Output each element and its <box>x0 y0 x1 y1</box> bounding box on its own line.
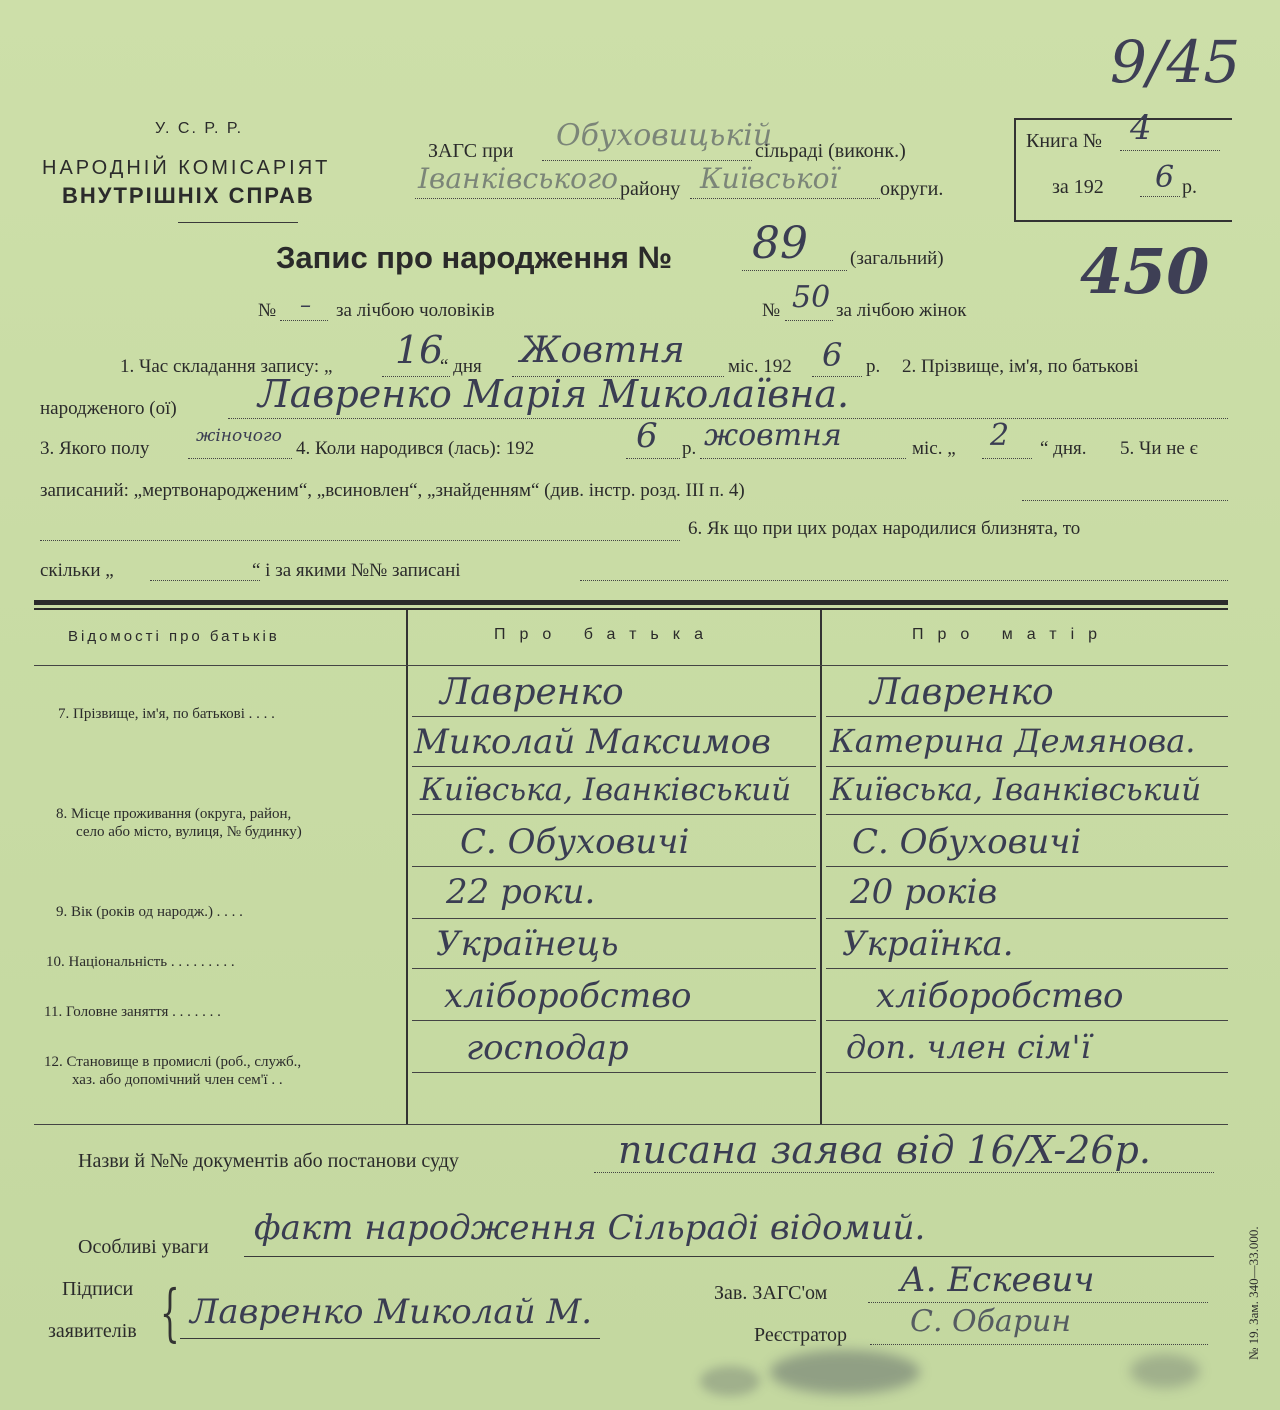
f4-label: 4. Коли народився (лась): 192 <box>296 438 535 459</box>
f4-year: 6 <box>636 416 658 456</box>
registrar-label: Реєстратор <box>754 1324 848 1346</box>
mother-age: 20 років <box>850 872 998 912</box>
document-title: Запис про народження № <box>276 240 673 275</box>
table-divider-2 <box>820 610 822 1124</box>
col3-header: Про матір <box>912 626 1112 643</box>
row-rule <box>826 968 1228 969</box>
registrar-signature: С. Обарин <box>910 1304 1072 1339</box>
book-label: Книга № <box>1026 130 1102 152</box>
archive-number: 9/45 <box>1110 28 1241 96</box>
mother-surname: Лавренко <box>870 672 1054 713</box>
f5-label: 5. Чи не є <box>1120 438 1198 459</box>
f4-day: 2 <box>990 418 1010 453</box>
father-place1: Київська, Іванківський <box>420 772 792 808</box>
archive-mark: 450 <box>1080 235 1210 308</box>
f4-month: жовтня <box>704 418 842 453</box>
mother-place1: Київська, Іванківський <box>830 772 1202 808</box>
male-line <box>280 320 328 321</box>
zags-head-line <box>868 1302 1208 1303</box>
father-occupation: хліборобство <box>444 976 692 1016</box>
ministry-line1: НАРОДНІЙ КОМІСАРІЯТ <box>42 157 331 179</box>
f1-mis: міс. 192 <box>728 356 792 377</box>
row11-label: 11. Головне заняття . . . . . . . <box>44 1004 221 1020</box>
female-label: за лічбою жінок <box>836 300 967 321</box>
row-rule <box>826 1072 1228 1073</box>
zags-okruha-label: округи. <box>880 178 944 200</box>
row10-label: 10. Національність . . . . . . . . . <box>46 954 235 970</box>
f6-numbers-line <box>580 580 1228 581</box>
f4-mis: міс. „ <box>912 438 956 459</box>
row8-label1: 8. Місце проживання (округа, район, <box>56 806 292 822</box>
docs-value: писана заява від 16/X-26р. <box>618 1128 1151 1172</box>
male-prefix: № <box>258 300 277 321</box>
book-year-digit: 6 <box>1155 160 1175 195</box>
docs-label: Назви й №№ документів або постанови суду <box>78 1150 459 1172</box>
mother-place2: С. Обуховичі <box>852 822 1082 862</box>
row-rule <box>412 814 816 815</box>
row12-label2: хаз. або допомічний член сем'ї . . <box>72 1072 283 1088</box>
row8-label2: село або місто, вулиця, № будинку) <box>76 824 302 840</box>
zags-district-label: району <box>620 178 681 200</box>
f1-day: 16 <box>395 328 444 372</box>
record-number-line <box>742 270 847 271</box>
notes-label: Особливі уваги <box>78 1236 209 1258</box>
mother-status: доп. член сім'ї <box>846 1028 1091 1066</box>
f5-line2: записаний: „мертвонародженим“, „всиновлен“, „знайденням“ (див. інстр. розд. III п. 4) <box>40 480 745 501</box>
f2-label: 2. Прізвище, ім'я, по батькові <box>902 356 1139 377</box>
header-rule <box>178 222 298 223</box>
signers-label2: заявителів <box>48 1320 137 1342</box>
row-rule <box>412 968 816 969</box>
row-rule <box>412 866 816 867</box>
col1-header: Відомості про батьків <box>68 628 280 645</box>
f4-day-line <box>982 458 1032 459</box>
book-number: 4 <box>1130 108 1152 148</box>
row-rule <box>826 716 1228 717</box>
zags-label: ЗАГС при <box>428 140 514 162</box>
female-prefix: № <box>762 300 781 321</box>
ink-stain <box>770 1350 920 1394</box>
table-top-rule-thin <box>34 608 1228 610</box>
book-year-line <box>1140 196 1180 197</box>
f4-r: р. <box>682 438 697 459</box>
table-divider-1 <box>406 610 408 1124</box>
book-year-prefix: за 192 <box>1052 176 1104 198</box>
notes-line <box>244 1256 1214 1257</box>
father-name: Миколай Максимов <box>414 722 771 762</box>
zags-head-label: Зав. ЗАГС'ом <box>714 1282 828 1304</box>
signers-label1: Підписи <box>62 1278 134 1300</box>
row-rule <box>826 1020 1228 1021</box>
f1-label: 1. Час складання запису: „ <box>120 356 333 377</box>
f5-line-b <box>40 540 680 541</box>
table-header-rule <box>34 665 1228 666</box>
ussr-label: У. С. Р. Р. <box>155 120 244 137</box>
f5-line-a <box>1022 500 1228 501</box>
docs-line <box>594 1172 1214 1173</box>
f1-year: 6 <box>822 336 843 374</box>
female-value: 50 <box>792 280 831 315</box>
table-bottom-rule <box>34 1124 1228 1125</box>
mother-name: Катерина Демянова. <box>830 722 1196 760</box>
female-line <box>785 320 833 321</box>
f6-line2a: скільки „ <box>40 560 114 581</box>
record-number: 89 <box>752 218 808 269</box>
mother-nationality: Українка. <box>842 924 1014 964</box>
ink-stain <box>700 1366 760 1396</box>
registrar-line <box>870 1344 1208 1345</box>
f1-mid: “ дня <box>440 356 482 377</box>
f6-line2b: “ і за якими №№ записані <box>252 560 461 581</box>
title-suffix: (загальний) <box>850 248 944 269</box>
print-order-note: № 19. Зам. 340—33.000. <box>1246 1226 1261 1360</box>
zags-district-value: Іванківського <box>418 162 618 195</box>
f1-r: р. <box>866 356 881 377</box>
zags-head-signature: А. Ескевич <box>900 1260 1095 1300</box>
row-rule <box>412 918 816 919</box>
zags-village-label: сільраді (виконк.) <box>755 140 906 162</box>
row-rule <box>412 766 816 767</box>
row-rule <box>826 866 1228 867</box>
f1-month: Жовтня <box>520 330 685 371</box>
col2-header: Про батька <box>494 626 717 643</box>
signers-line <box>180 1338 600 1339</box>
f3-value-line <box>188 458 292 459</box>
f2-label2: народженого (ої) <box>40 398 177 419</box>
signers-signature: Лавренко Миколай М. <box>190 1292 593 1332</box>
row-rule <box>412 716 816 717</box>
zags-district-line <box>415 198 620 199</box>
f6-count-line <box>150 580 260 581</box>
f4-year-line <box>626 458 680 459</box>
row-rule <box>412 1020 816 1021</box>
table-top-rule <box>34 600 1228 605</box>
mother-occupation: хліборобство <box>876 976 1124 1016</box>
book-number-line <box>1120 150 1220 151</box>
zags-okruha-line <box>690 198 880 199</box>
row-rule <box>826 918 1228 919</box>
f3-value: жіночого <box>196 426 282 446</box>
father-surname: Лавренко <box>440 672 624 713</box>
row9-label: 9. Вік (років од народж.) . . . . <box>56 904 243 920</box>
father-nationality: Українець <box>436 924 619 964</box>
notes-value: факт народження Сільраді відомий. <box>254 1208 926 1248</box>
male-value: – <box>300 293 311 318</box>
ink-stain <box>1130 1354 1200 1388</box>
signers-brace: { <box>160 1276 180 1349</box>
f3-label: 3. Якого полу <box>40 438 150 459</box>
ministry-line2: ВНУТРІШНІХ СПРАВ <box>62 183 315 208</box>
row-rule <box>826 814 1228 815</box>
f4-dnya: “ дня. <box>1040 438 1087 459</box>
row7-label: 7. Прізвище, ім'я, по батькові . . . . <box>58 706 275 722</box>
row12-label1: 12. Становище в промислі (роб., служб., <box>44 1054 302 1070</box>
father-place2: С. Обуховичі <box>460 822 690 862</box>
f6-label: 6. Як що при цих родах народилися близнята, то <box>688 518 1081 539</box>
f2-value: Лавренко Марія Миколаївна. <box>258 372 850 416</box>
father-status: господар <box>466 1028 629 1068</box>
zags-okruha-value: Київської <box>700 162 839 195</box>
male-label: за лічбою чоловіків <box>336 300 495 321</box>
row-rule <box>826 766 1228 767</box>
f4-month-line <box>700 458 906 459</box>
book-year-suffix: р. <box>1182 176 1197 198</box>
zags-village-value: Обуховицькій <box>556 118 773 153</box>
row-rule <box>412 1072 816 1073</box>
zags-village-line <box>542 160 752 161</box>
father-age: 22 роки. <box>446 872 596 912</box>
